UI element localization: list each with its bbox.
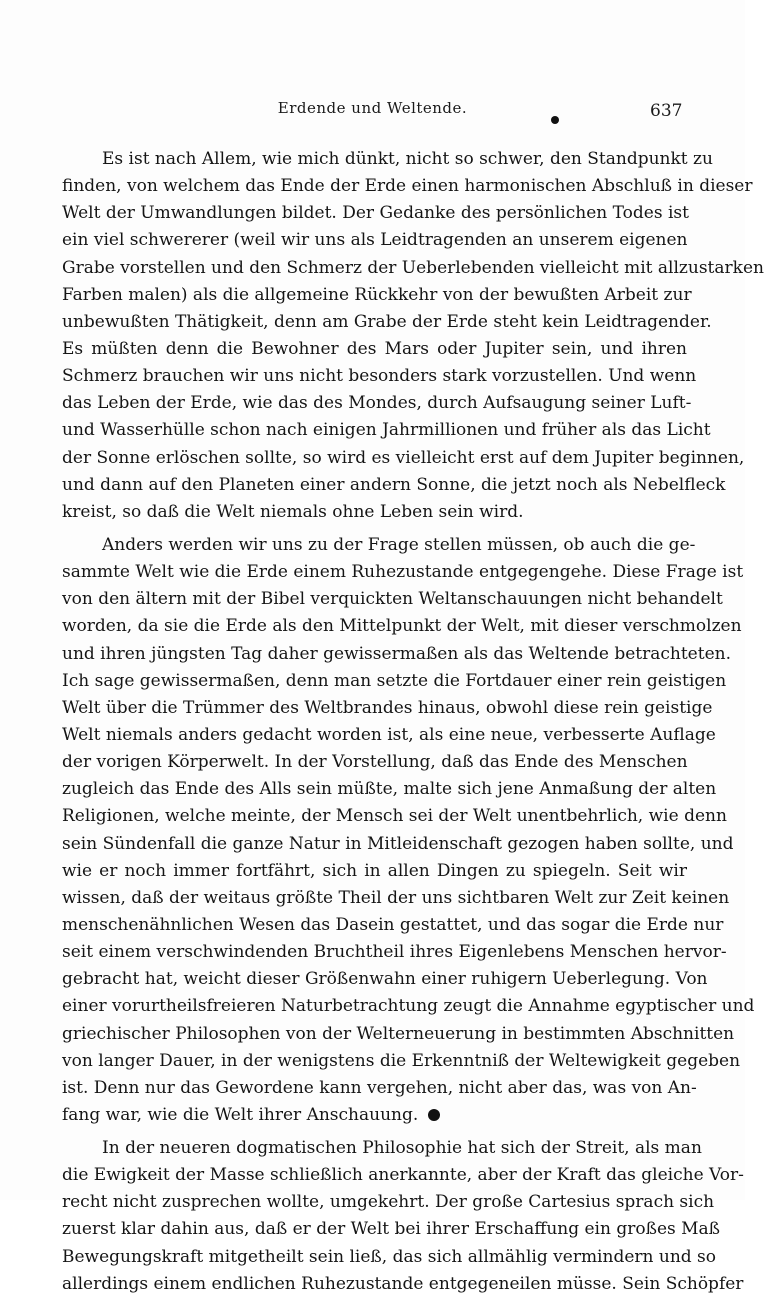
text-line: In der neueren dogmatischen Philosophie hat sich der Streit, als man	[102, 1138, 702, 1159]
text-line: und dann auf den Planeten einer andern Sonne, die jetzt noch als Nebelfleck	[62, 474, 726, 495]
text-line: finden, von welchem das Ende der Erde einen harmonischen Abschluß in dieser	[62, 176, 753, 197]
text-line: zuerst klar dahin aus, daß er der Welt bei ihrer Erschaffung ein großes Maß	[62, 1219, 721, 1240]
text-line: von den ältern mit der Bibel verquickten Weltanschauungen nicht behandelt	[62, 589, 723, 610]
text-line: griechischer Philosophen von der Welterneuerung in bestimmten Abschnitten	[62, 1023, 735, 1044]
text-line: recht nicht zusprechen wollte, umgekehrt. Der große Cartesius sprach sich	[62, 1192, 715, 1213]
text-line: und Wasserhülle schon nach einigen Jahrmillionen und früher als das Licht	[62, 420, 711, 441]
text-line: Welt der Umwandlungen bildet. Der Gedanke des persönlichen Todes ist	[62, 203, 689, 224]
body-text	[62, 146, 764, 1298]
text-line: Bewegungskraft mitgetheilt sein ließ, das sich allmählig vermindern und so	[62, 1246, 717, 1267]
text-line: das Leben der Erde, wie das des Mondes, durch Aufsaugung seiner Luft-	[62, 393, 692, 414]
text-line: Es müßten denn die Bewohner des Mars oder Jupiter sein, und ihren	[62, 338, 687, 359]
text-line: sammte Welt wie die Erde einem Ruhezustande entgegengehe. Diese Frage ist	[62, 562, 744, 583]
text-line: der vorigen Körperwelt. In der Vorstellung, daß das Ende des Menschen	[62, 752, 688, 773]
text-line: Anders werden wir uns zu der Frage stellen müssen, ob auch die ge-	[102, 534, 696, 555]
ink-blot	[551, 116, 559, 124]
page-number: 637	[650, 101, 683, 121]
text-line: Schmerz brauchen wir uns nicht besonders stark vorzustellen. Und wenn	[62, 366, 697, 387]
text-line: Grabe vorstellen und den Schmerz der Ueberlebenden vielleicht mit allzustarken	[62, 257, 764, 278]
text-line: Es ist nach Allem, wie mich dünkt, nicht so schwer, den Standpunkt zu	[102, 149, 713, 169]
text-line: ist. Denn nur das Gewordene kann vergehen, nicht aber das, was von An-	[62, 1077, 697, 1098]
text-line: sein Sündenfall die ganze Natur in Mitleidenschaft gezogen haben sollte, und	[62, 833, 734, 854]
text-line: Welt über die Trümmer des Weltbrandes hinaus, obwohl diese rein geistige	[62, 697, 713, 718]
text-line: die Ewigkeit der Masse schließlich anerkannte, aber der Kraft das gleiche Vor-	[62, 1165, 744, 1186]
paragraph	[62, 1135, 744, 1298]
paragraph	[62, 146, 764, 526]
text-line: unbewußten Thätigkeit, denn am Grabe der Erde steht kein Leidtragender.	[62, 311, 712, 332]
text-line: wissen, daß der weitaus größte Theil der uns sichtbaren Welt zur Zeit keinen	[62, 887, 730, 908]
text-line: kreist, so daß die Welt niemals ohne Leben sein wird.	[62, 501, 524, 522]
text-line: Religionen, welche meinte, der Mensch sei der Welt unentbehrlich, wie denn	[62, 806, 727, 827]
running-head: Erdende und Weltende.	[277, 99, 468, 117]
text-line: gebracht hat, weicht dieser Größenwahn einer ruhigern Ueberlegung. Von	[62, 969, 708, 990]
text-line: allerdings einem endlichen Ruhezustande entgegeneilen müsse. Sein Schöpfer	[62, 1273, 744, 1294]
text-line: einer vorurtheilsfreieren Naturbetrachtung zeugt die Annahme egyptischer und	[62, 996, 755, 1017]
text-line: wie er noch immer fortfährt, sich in allen Dingen zu spiegeln. Seit wir	[62, 860, 687, 881]
text-line: Farben malen) als die allgemeine Rückkehr von der bewußten Arbeit zur	[62, 284, 692, 305]
text-line: der Sonne erlöschen sollte, so wird es vielleicht erst auf dem Jupiter beginnen,	[62, 447, 745, 468]
text-line: menschenähnlichen Wesen das Dasein gestattet, und das sogar die Erde nur	[62, 914, 724, 935]
text-line: von langer Dauer, in der wenigstens die Erkenntniß der Weltewigkeit gegeben	[62, 1050, 741, 1071]
text-line: zugleich das Ende des Alls sein müßte, malte sich jene Anmaßung der alten	[62, 779, 717, 800]
paragraph	[62, 532, 755, 1129]
text-line: worden, da sie die Erde als den Mittelpunkt der Welt, mit dieser verschmolzen	[62, 616, 742, 637]
text-line: ein viel schwererer (weil wir uns als Leidtragenden an unserem eigenen	[62, 230, 688, 251]
text-line: fang war, wie die Welt ihrer Anschauung.	[62, 1104, 419, 1125]
text-line: seit einem verschwindenden Bruchtheil ihres Eigenlebens Menschen hervor-	[62, 942, 727, 963]
text-line: Welt niemals anders gedacht worden ist, als eine neue, verbesserte Auflage	[62, 724, 716, 745]
text-line: Ich sage gewissermaßen, denn man setzte die Fortdauer einer rein geistigen	[62, 670, 727, 691]
text-line: und ihren jüngsten Tag daher gewissermaßen als das Weltende betrachteten.	[62, 643, 731, 664]
